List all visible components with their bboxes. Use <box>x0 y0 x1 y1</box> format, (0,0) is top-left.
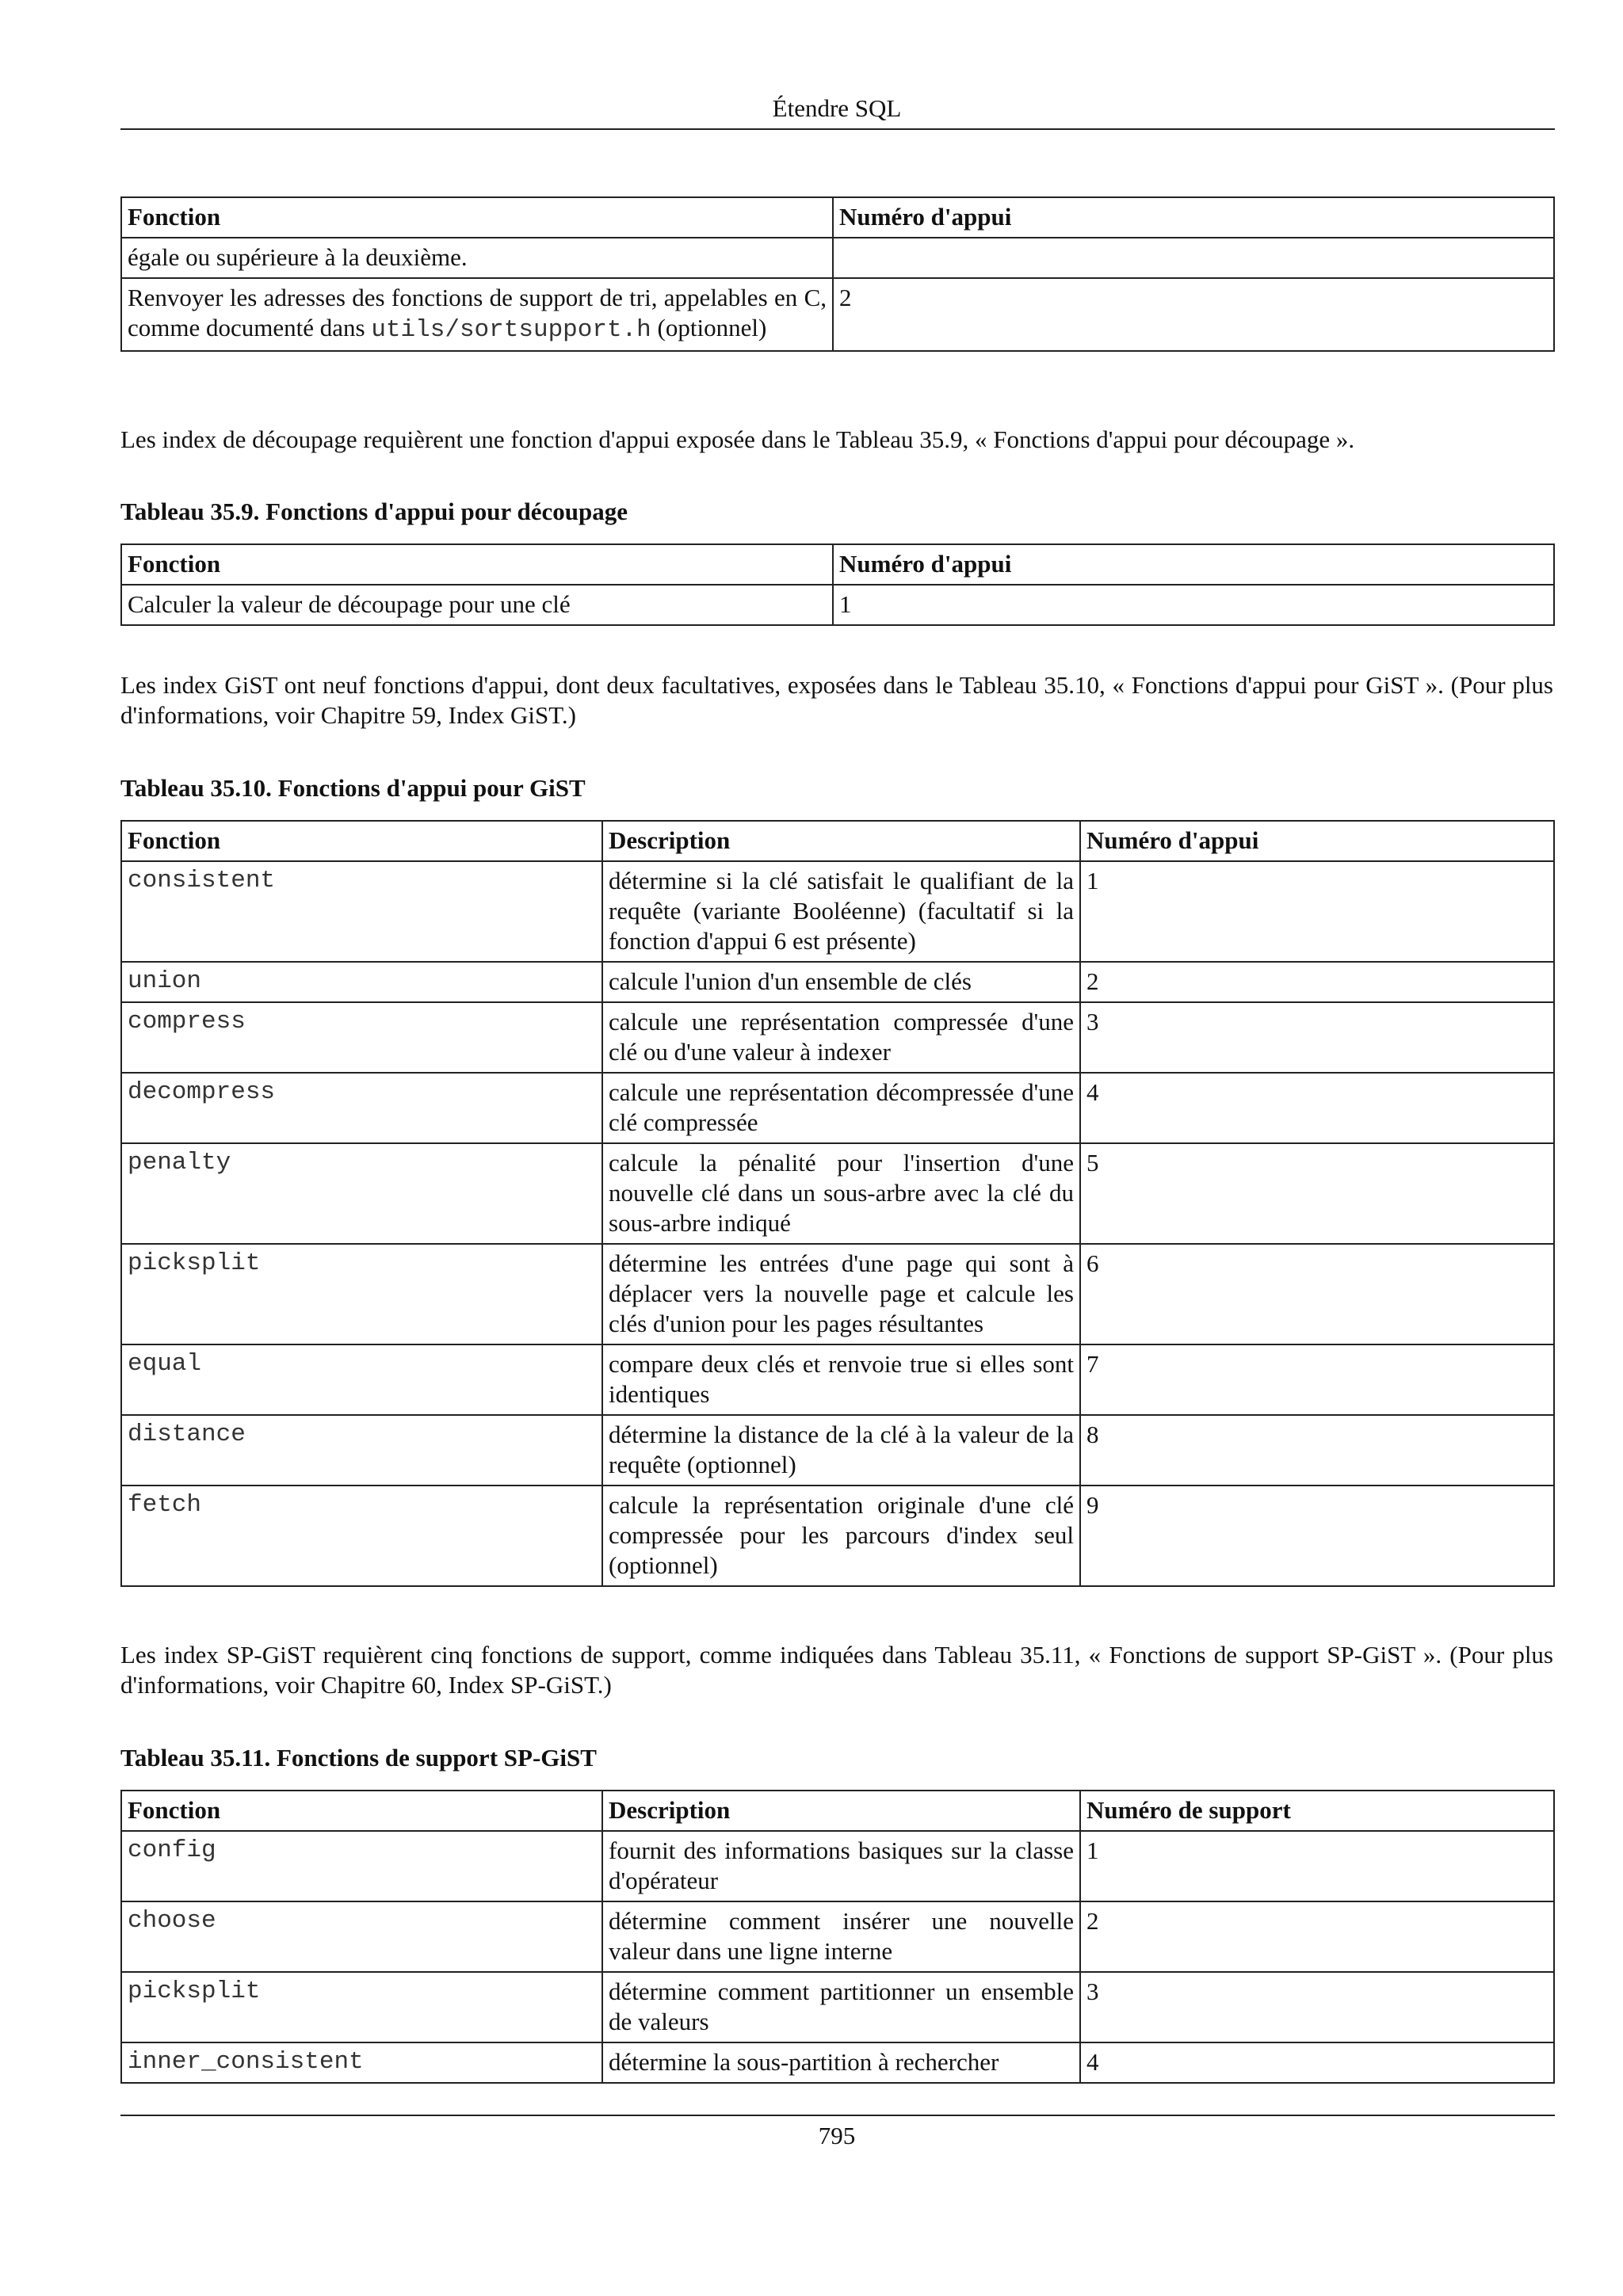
page-number: 795 <box>818 2122 856 2149</box>
column-header: Numéro d'appui <box>1080 821 1554 861</box>
column-header: Fonction <box>121 1791 602 1831</box>
table-row <box>121 1486 1554 1586</box>
cell-numero: 5 <box>1080 1143 1554 1244</box>
cell-fonction: decompress <box>121 1073 602 1143</box>
cell-numero: 2 <box>833 278 1554 351</box>
table-row <box>121 1244 1554 1344</box>
cell-numero: 8 <box>1080 1415 1554 1486</box>
table-35-9 <box>120 543 1555 626</box>
footer-rule <box>120 2115 1555 2116</box>
table-row <box>121 1143 1554 1244</box>
cell-numero: 2 <box>1080 1901 1554 1972</box>
table-row <box>121 1415 1554 1486</box>
cell-description: détermine les entrées d'une page qui sont à déplacer vers la nouvelle page et calcule les clés d'union pour les pages résultantes <box>602 1244 1080 1344</box>
cell-numero: 2 <box>1080 962 1554 1002</box>
paragraph-spgist: Les index SP-GiST requièrent cinq fonctions de support, comme indiquées dans Tableau 35.11, « Fonctions de support SP-GiST ». (Pour plus d'informations, voir Chapitre 60, Index SP-GiST.) <box>120 1641 1553 1699</box>
cell-fonction: config <box>121 1831 602 1901</box>
column-header: Fonction <box>121 544 833 585</box>
table-header-row <box>121 821 1554 861</box>
cell-fonction: picksplit <box>121 1244 602 1344</box>
paragraph-gist: Les index GiST ont neuf fonctions d'appui, dont deux facultatives, exposées dans le Tableau 35.10, « Fonctions d'appui pour GiST ». (Pour plus d'informations, voir Chapitre 59, Index GiST.) <box>120 671 1553 729</box>
cell-numero: 7 <box>1080 1344 1554 1415</box>
code-filename: utils/sortsupport.h <box>371 316 651 344</box>
table-row <box>121 1972 1554 2042</box>
cell-description: calcule la représentation originale d'une clé compressée pour les parcours d'index seul (optionnel) <box>602 1486 1080 1586</box>
table-caption-35-11: Tableau 35.11. Fonctions de support SP-GiST <box>120 1744 597 1772</box>
table-row <box>121 861 1554 962</box>
table-caption-35-10: Tableau 35.10. Fonctions d'appui pour GiST <box>120 774 586 802</box>
cell-numero: 1 <box>1080 1831 1554 1901</box>
cell-numero: 6 <box>1080 1244 1554 1344</box>
cell-fonction: penalty <box>121 1143 602 1244</box>
cell-numero: 1 <box>833 585 1554 625</box>
table-header-row <box>121 197 1554 238</box>
column-header: Numéro de support <box>1080 1791 1554 1831</box>
table-continued <box>120 196 1555 352</box>
table-row <box>121 2042 1554 2083</box>
cell-description: calcule l'union d'un ensemble de clés <box>602 962 1080 1002</box>
cell-description: détermine comment insérer une nouvelle valeur dans une ligne interne <box>602 1901 1080 1972</box>
cell-numero: 9 <box>1080 1486 1554 1586</box>
cell-fonction: égale ou supérieure à la deuxième. <box>121 238 833 278</box>
cell-fonction: distance <box>121 1415 602 1486</box>
cell-fonction: picksplit <box>121 1972 602 2042</box>
cell-description: détermine comment partitionner un ensemble de valeurs <box>602 1972 1080 2042</box>
cell-fonction <box>121 278 833 351</box>
cell-fonction: union <box>121 962 602 1002</box>
cell-description: fournit des informations basiques sur la classe d'opérateur <box>602 1831 1080 1901</box>
column-header: Numéro d'appui <box>833 197 1554 238</box>
cell-description: calcule une représentation compressée d'une clé ou d'une valeur à indexer <box>602 1002 1080 1073</box>
table-caption-35-9: Tableau 35.9. Fonctions d'appui pour découpage <box>120 498 628 525</box>
cell-description: détermine la distance de la clé à la valeur de la requête (optionnel) <box>602 1415 1080 1486</box>
table-row <box>121 1073 1554 1143</box>
cell-numero: 3 <box>1080 1972 1554 2042</box>
table-header-row <box>121 544 1554 585</box>
table-row <box>121 1831 1554 1901</box>
table-header-row <box>121 1791 1554 1831</box>
table-row <box>121 1002 1554 1073</box>
cell-fonction: equal <box>121 1344 602 1415</box>
table-row <box>121 238 1554 278</box>
cell-fonction: compress <box>121 1002 602 1073</box>
cell-numero: 1 <box>1080 861 1554 962</box>
cell-description: détermine si la clé satisfait le qualifiant de la requête (variante Booléenne) (facultatif si la fonction d'appui 6 est présente) <box>602 861 1080 962</box>
column-header: Description <box>602 821 1080 861</box>
cell-fonction: inner_consistent <box>121 2042 602 2083</box>
column-header: Fonction <box>121 821 602 861</box>
cell-numero: 3 <box>1080 1002 1554 1073</box>
header-rule <box>120 128 1555 130</box>
table-row <box>121 962 1554 1002</box>
table-35-11 <box>120 1790 1555 2084</box>
cell-numero: 4 <box>1080 1073 1554 1143</box>
column-header: Description <box>602 1791 1080 1831</box>
cell-fonction: fetch <box>121 1486 602 1586</box>
column-header: Numéro d'appui <box>833 544 1554 585</box>
cell-description: calcule la pénalité pour l'insertion d'une nouvelle clé dans un sous-arbre avec la clé du sous-arbre indiqué <box>602 1143 1080 1244</box>
cell-numero <box>833 238 1554 278</box>
table-row <box>121 585 1554 625</box>
cell-text: Renvoyer les adresses des fonctions de support de tri, appelables en C, comme documenté dans <box>128 284 827 341</box>
table-row <box>121 1901 1554 1972</box>
table-row <box>121 278 1554 351</box>
cell-fonction: Calculer la valeur de découpage pour une clé <box>121 585 833 625</box>
page-header-title: Étendre SQL <box>772 94 902 122</box>
cell-description: détermine la sous-partition à rechercher <box>602 2042 1080 2083</box>
cell-description: calcule une représentation décompressée d'une clé compressée <box>602 1073 1080 1143</box>
cell-fonction: choose <box>121 1901 602 1972</box>
cell-description: compare deux clés et renvoie true si elles sont identiques <box>602 1344 1080 1415</box>
column-header: Fonction <box>121 197 833 238</box>
paragraph-decoupage: Les index de découpage requièrent une fonction d'appui exposée dans le Tableau 35.9, « Fonctions d'appui pour découpage ». <box>120 425 1355 453</box>
table-35-10 <box>120 820 1555 1587</box>
cell-fonction: consistent <box>121 861 602 962</box>
cell-text: (optionnel) <box>651 314 767 341</box>
table-row <box>121 1344 1554 1415</box>
cell-numero: 4 <box>1080 2042 1554 2083</box>
